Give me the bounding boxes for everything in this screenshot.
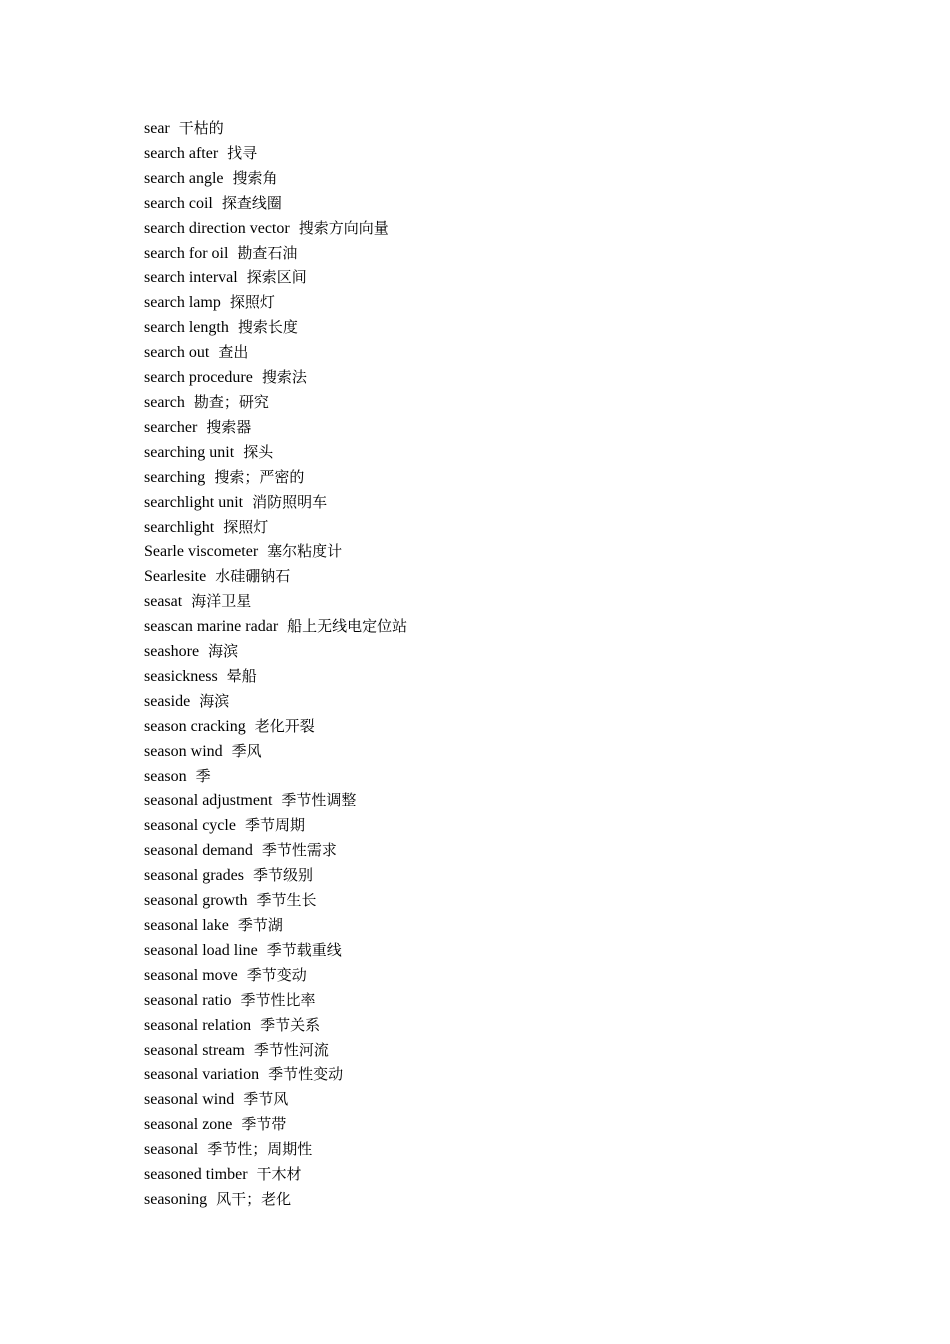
entry-term: seasonal lake xyxy=(144,917,229,934)
entry-term: seasoned timber xyxy=(144,1166,248,1184)
entry-definition: 搜索方向向量 xyxy=(298,218,389,237)
entry-definition: 搜索长度 xyxy=(237,318,298,337)
glossary-entry xyxy=(144,241,407,266)
glossary-entry xyxy=(144,813,407,838)
glossary-entry xyxy=(144,440,407,465)
entry-term: search xyxy=(144,393,185,411)
entry-term: seascan marine radar xyxy=(144,618,279,636)
entry-term: seasonal relation xyxy=(144,1016,252,1034)
entry-definition: 季节变动 xyxy=(246,965,307,984)
glossary-entry xyxy=(144,614,407,639)
entry-definition: 老化开裂 xyxy=(254,716,315,735)
entry-term: search length xyxy=(144,319,229,337)
entry-term: search interval xyxy=(144,269,238,287)
entry-definition: 探照灯 xyxy=(229,293,275,312)
entry-term: season xyxy=(144,767,187,785)
entry-term: seasonal wind xyxy=(144,1091,235,1109)
entry-definition: 干木材 xyxy=(256,1165,302,1184)
glossary-entry xyxy=(144,639,407,664)
glossary-entry xyxy=(144,191,407,216)
glossary-entry xyxy=(144,988,407,1013)
glossary-entry xyxy=(144,589,407,614)
glossary-entry xyxy=(144,689,407,714)
entry-term: Searle viscometer xyxy=(144,543,259,561)
entry-term: seasonal load line xyxy=(144,941,258,959)
glossary-entry xyxy=(144,116,407,141)
entry-definition: 探索区间 xyxy=(246,268,307,287)
glossary-entry xyxy=(144,714,407,739)
entry-definition: 船上无线电定位站 xyxy=(287,617,408,636)
entry-definition: 季节性变动 xyxy=(268,1065,344,1084)
entry-definition: 水硅硼钠石 xyxy=(215,567,291,586)
entry-definition: 晕船 xyxy=(226,666,257,685)
entry-term: sear xyxy=(144,120,170,137)
glossary-entry xyxy=(144,390,407,415)
entry-term: search angle xyxy=(144,169,224,187)
entry-definition: 季节性河流 xyxy=(253,1040,329,1059)
entry-term: seasonal move xyxy=(144,966,238,984)
entry-term: seasonal adjustment xyxy=(144,792,273,810)
glossary-entry xyxy=(144,938,407,963)
entry-definition: 风干；老化 xyxy=(216,1189,292,1208)
entry-term: searchlight xyxy=(144,518,215,536)
entry-definition: 季节性需求 xyxy=(261,841,337,860)
entry-term: seasonal zone xyxy=(144,1116,233,1134)
entry-definition: 季节载重线 xyxy=(266,940,342,959)
glossary-entry xyxy=(144,216,407,241)
glossary-entry xyxy=(144,1112,407,1137)
entry-definition: 季节性；周期性 xyxy=(207,1140,313,1159)
entry-term: seasonal grades xyxy=(144,867,244,885)
entry-definition: 搜索器 xyxy=(206,417,252,436)
entry-term: seaside xyxy=(144,692,191,710)
entry-term: searching xyxy=(144,468,206,486)
entry-term: search procedure xyxy=(144,369,253,387)
entry-term: Searlesite xyxy=(144,568,207,586)
entry-definition: 探查线圈 xyxy=(221,193,282,212)
entry-definition: 海滨 xyxy=(208,642,239,661)
entry-term: season cracking xyxy=(144,717,246,735)
entry-term: search for oil xyxy=(144,244,229,262)
entry-definition: 勘查石油 xyxy=(237,243,298,262)
glossary-entry xyxy=(144,1187,407,1212)
entry-definition: 塞尔粘度计 xyxy=(267,542,343,561)
entry-term: search lamp xyxy=(144,294,221,312)
entry-term: search after xyxy=(144,144,219,162)
entry-definition: 季节关系 xyxy=(260,1015,321,1034)
glossary-entry xyxy=(144,290,407,315)
entry-definition: 季风 xyxy=(231,741,262,760)
entry-term: search coil xyxy=(144,194,213,212)
glossary-entry xyxy=(144,365,407,390)
entry-definition: 季节生长 xyxy=(256,891,317,910)
entry-definition: 季节湖 xyxy=(237,916,283,934)
entry-term: searchlight unit xyxy=(144,493,244,511)
entry-definition: 海洋卫星 xyxy=(191,592,252,611)
entry-definition: 搜索法 xyxy=(261,368,307,387)
glossary-entry xyxy=(144,664,407,689)
entry-definition: 季节性比率 xyxy=(240,990,316,1009)
entry-term: search direction vector xyxy=(144,219,290,237)
entry-definition: 季节级别 xyxy=(252,866,313,885)
glossary-entry xyxy=(144,863,407,888)
entry-term: seasonal ratio xyxy=(144,991,232,1009)
entry-term: seasat xyxy=(144,593,183,611)
glossary-entry xyxy=(144,764,407,789)
entry-term: seasonal growth xyxy=(144,892,248,910)
entry-definition: 海滨 xyxy=(199,691,230,710)
glossary-entry xyxy=(144,415,407,440)
entry-definition: 勘查；研究 xyxy=(193,392,269,411)
glossary-entry xyxy=(144,1062,407,1087)
entry-definition: 搜索角 xyxy=(232,168,278,187)
entry-definition: 季节风 xyxy=(243,1090,289,1109)
glossary-entry xyxy=(144,564,407,589)
entry-term: seasonal cycle xyxy=(144,817,236,835)
entry-definition: 季节带 xyxy=(241,1115,287,1134)
glossary-entry xyxy=(144,315,407,340)
glossary-entry xyxy=(144,141,407,166)
glossary-entry xyxy=(144,1087,407,1112)
glossary-entry xyxy=(144,913,407,938)
entry-term: seasoning xyxy=(144,1190,208,1208)
glossary-entry xyxy=(144,265,407,290)
glossary-entry xyxy=(144,465,407,490)
glossary-entry xyxy=(144,515,407,540)
entry-term: seasickness xyxy=(144,667,218,685)
glossary-list xyxy=(144,116,407,1212)
glossary-entry xyxy=(144,340,407,365)
glossary-entry xyxy=(144,166,407,191)
entry-term: searcher xyxy=(144,418,198,436)
glossary-entry xyxy=(144,1038,407,1063)
entry-definition: 找寻 xyxy=(227,143,258,162)
entry-definition: 季节周期 xyxy=(244,816,305,835)
glossary-entry xyxy=(144,963,407,988)
entry-term: seasonal stream xyxy=(144,1041,245,1059)
entry-term: seasonal variation xyxy=(144,1066,260,1084)
entry-term: seashore xyxy=(144,643,200,661)
glossary-entry xyxy=(144,490,407,515)
entry-term: seasonal demand xyxy=(144,842,253,860)
glossary-entry xyxy=(144,788,407,813)
glossary-entry xyxy=(144,739,407,764)
entry-term: search out xyxy=(144,344,210,362)
entry-definition: 干枯的 xyxy=(178,119,224,137)
entry-term: searching unit xyxy=(144,443,235,461)
glossary-entry xyxy=(144,539,407,564)
entry-definition: 季节性调整 xyxy=(281,791,357,810)
glossary-entry xyxy=(144,838,407,863)
entry-definition: 查出 xyxy=(218,343,249,362)
entry-term: season wind xyxy=(144,742,223,760)
entry-definition: 季 xyxy=(195,766,211,785)
entry-definition: 探照灯 xyxy=(223,517,269,536)
entry-definition: 消防照明车 xyxy=(252,492,328,511)
glossary-entry xyxy=(144,1162,407,1187)
glossary-entry xyxy=(144,1137,407,1162)
glossary-entry xyxy=(144,888,407,913)
entry-definition: 搜索；严密的 xyxy=(214,467,305,486)
entry-term: seasonal xyxy=(144,1141,199,1159)
entry-definition: 探头 xyxy=(243,442,274,461)
glossary-entry xyxy=(144,1013,407,1038)
